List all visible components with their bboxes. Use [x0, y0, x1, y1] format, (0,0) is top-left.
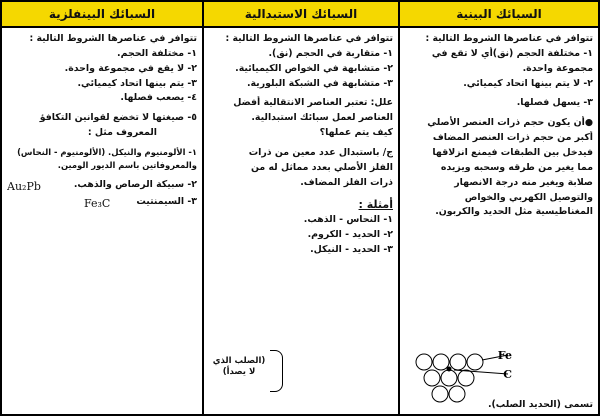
example-item: ١- النحاس - الذهب. — [303, 213, 393, 225]
text-line: تتوافر في عناصرها الشروط التالية : — [225, 33, 393, 44]
fe-label: Fe — [497, 350, 512, 362]
text-line: فيدخل بين الطبقات فيمنع انزلاقها — [432, 147, 593, 159]
formula-fe3c: Fe₃C — [83, 196, 111, 210]
text-line: تتوافر في عناصرها الشروط التالية : — [29, 33, 197, 44]
text-line: ١- مختلفة الحجم. — [117, 47, 197, 59]
header-substitutional: السبائك الاستبدالية — [202, 2, 398, 26]
text-line: ٣- السيمنتيت — [136, 195, 197, 207]
fe-atom — [458, 370, 474, 386]
answer-line: الفلز الأصلي بعدد مماثل له من — [250, 161, 393, 173]
table-header — [2, 2, 598, 28]
c-atom — [447, 367, 452, 372]
how-question: كيف يتم عملها؟ — [319, 127, 393, 139]
header-intermetallic: السبائك البينفلزية — [48, 7, 156, 21]
text-line: صلابة ويغير منه درجة الانصهار — [454, 176, 593, 188]
c-pointer — [454, 370, 508, 374]
text-line: ٥- صيغتها لا تخضع لقوانين التكافؤ — [39, 112, 197, 124]
text-line: أكبر من حجم ذرات العنصر المضاف — [432, 132, 593, 144]
text-line: ●أن يكون حجم ذرات العنصر الأصلي — [427, 117, 593, 129]
fe-atom — [433, 354, 449, 370]
text-line: ١- الألومنيوم والنيكل. (الألومنيوم - النحاس) — [17, 147, 197, 158]
column-intermetallic — [2, 28, 202, 416]
alloy-cementite — [7, 195, 197, 212]
header-interstitial: السبائك البينية — [398, 2, 598, 26]
brace — [270, 350, 283, 392]
text-line: مجموعة واحدة. — [522, 62, 593, 74]
answer-line: ج/ باستبدال عدد معين من ذرات — [248, 147, 393, 159]
text-line: ٢- سبيكة الرصاص والذهب. — [73, 178, 197, 190]
column-substitutional — [202, 28, 398, 416]
stainless-steel-note — [208, 356, 270, 379]
text-line: ٢- لا يقع في مجموعة واحدة. — [64, 62, 197, 74]
text-line: والتوصيل الكهربي والخواص — [464, 191, 593, 203]
text-line: تتوافر في عناصرها الشروط التالية : — [425, 33, 593, 44]
steel-name: تسمى (الحديد الصلب). — [487, 399, 593, 410]
examples-title: أمثلة : — [358, 197, 393, 211]
text-line: المغناطيسية مثل الحديد والكربون. — [435, 206, 593, 218]
fe-atom — [424, 370, 440, 386]
question-line: العناصر لعمل سبائك استبدالية. — [251, 112, 393, 124]
text-line: المعروف مثل : — [87, 127, 157, 139]
text-line: ١- مختلفة الحجم (نق)أي لا تقع في — [431, 47, 593, 59]
text-line: ٣- يسهل فصلها. — [516, 97, 593, 109]
note-line: لا يصدأ) — [222, 367, 256, 378]
fe-atom — [449, 386, 465, 402]
c-label: C — [503, 368, 512, 381]
text-line: ٣- يتم بينها اتحاد كيميائي. — [77, 77, 197, 89]
question-line: علل: تعتبر العناصر الانتقالية أفضل — [233, 97, 393, 109]
fe-atom — [450, 354, 466, 370]
formula-au2pb: Au₂Pb — [7, 179, 41, 193]
example-item: ٣- الحديد - النيكل. — [310, 243, 393, 255]
example-item: ٢- الحديد - الكروم. — [307, 228, 393, 240]
answer-line: ذرات الفلز المضاف. — [300, 176, 393, 188]
column-interstitial — [398, 28, 598, 416]
fe-atom — [416, 354, 432, 370]
text-line: مما يغير من طرقه وسحبه ويزيده — [440, 161, 593, 173]
note-line: (الصلب الذي — [212, 356, 266, 366]
text-line: ٣- متشابهة في الشبكة البلورية. — [246, 77, 393, 89]
text-line: ١- متقاربة في الحجم (نق). — [268, 47, 393, 59]
fe-atom — [441, 370, 457, 386]
fe-atom — [467, 354, 483, 370]
text-line: ٢- لا يتم بينها اتحاد كيميائي. — [463, 77, 593, 89]
text-line: ٢- متشابهة في الخواص الكيميائية. — [235, 62, 393, 74]
text-line: والمعروفاتين باسم الديور الومين. — [57, 160, 197, 171]
alloy-lead-gold — [7, 178, 197, 195]
fe-atom — [432, 386, 448, 402]
text-line: ٤- يصعب فصلها. — [120, 92, 197, 104]
